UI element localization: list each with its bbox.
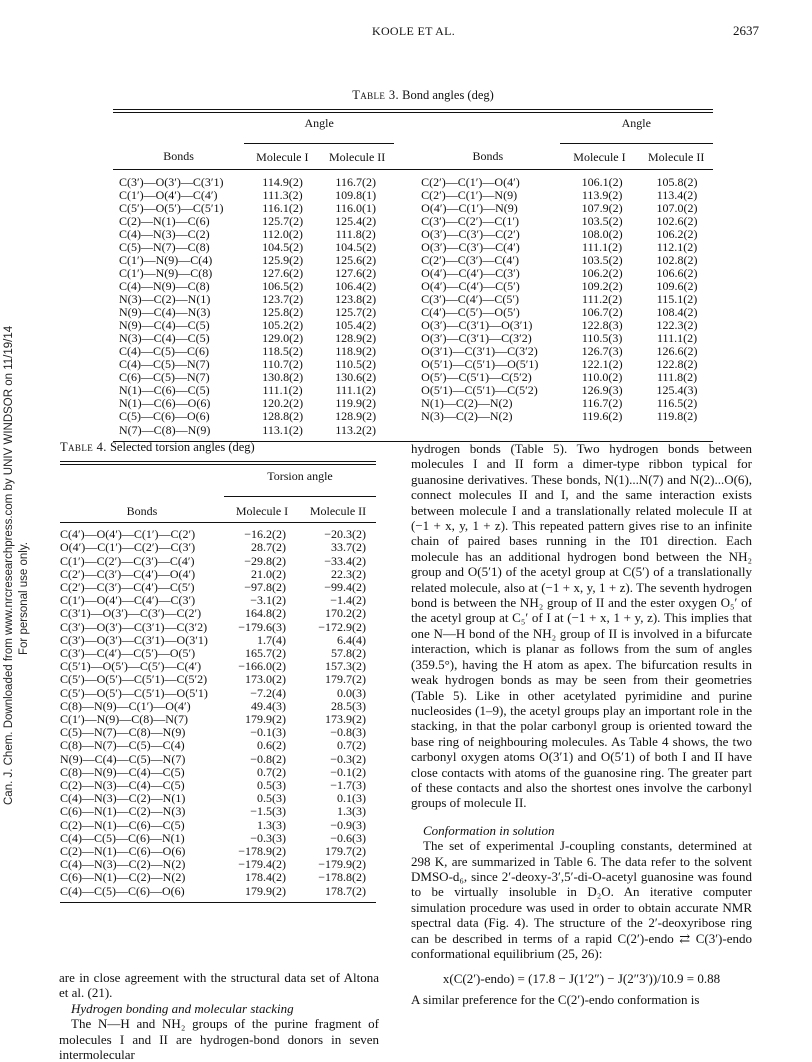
table-cell: C(3′1)—O(3′)—C(3′)—C(2′) bbox=[60, 606, 202, 621]
table-cell: 107.0(2) bbox=[656, 200, 698, 215]
table-cell: C(4)—C(5)—C(6)—O(6) bbox=[60, 883, 185, 898]
table-cell: 125.6(2) bbox=[335, 252, 377, 267]
table-cell: 102.6(2) bbox=[656, 213, 698, 228]
table-cell: −3.1(2) bbox=[250, 593, 286, 608]
table-cell: C(4)—N(3)—C(2) bbox=[119, 226, 210, 241]
table-cell: C(4)—C(5)—C(6)—N(1) bbox=[60, 830, 185, 845]
table-cell: 111.2(2) bbox=[582, 292, 623, 307]
table-cell: 116.1(2) bbox=[262, 200, 303, 215]
table-cell: N(9)—C(4)—N(3) bbox=[119, 305, 211, 320]
table-cell bbox=[641, 424, 713, 437]
table-cell: 115.1(2) bbox=[656, 292, 698, 307]
table-cell: O(5′1)—C(5′1)—O(5′1) bbox=[421, 357, 539, 372]
table-cell: 0.5(3) bbox=[257, 777, 286, 792]
table-cell: 106.1(2) bbox=[581, 174, 623, 189]
table-row bbox=[113, 254, 713, 267]
table-3 bbox=[113, 88, 713, 442]
table-cell: −97.8(2) bbox=[244, 579, 286, 594]
table-cell: −0.1(3) bbox=[250, 725, 286, 740]
table-cell: C(4)—N(3)—C(2)—N(2) bbox=[60, 857, 186, 872]
table-cell: 49.4(3) bbox=[251, 698, 286, 713]
table-cell: 106.4(2) bbox=[335, 279, 377, 294]
table-cell: 109.8(1) bbox=[335, 187, 377, 202]
table-cell: 0.1(3) bbox=[337, 791, 366, 806]
table-cell: C(4)—C(5)—C(6) bbox=[119, 344, 209, 359]
table-cell: 179.7(2) bbox=[325, 672, 366, 687]
table-cell: C(4′)—O(4′)—C(1′)—C(2′) bbox=[60, 527, 196, 542]
table-cell: 127.6(2) bbox=[262, 265, 304, 280]
table-cell: N(3)—C(4)—C(5) bbox=[119, 331, 210, 346]
table-cell: 112.0(2) bbox=[262, 226, 303, 241]
table-cell: 108.4(2) bbox=[656, 305, 698, 320]
table-4-header bbox=[60, 470, 376, 518]
table-row bbox=[60, 885, 376, 898]
table-row bbox=[60, 673, 376, 686]
section-title-hydrogen-bonding: Hydrogen bonding and molecular stacking bbox=[71, 1000, 294, 1016]
table-cell: C(2)—N(1)—C(6)—C(5) bbox=[60, 817, 185, 832]
table-cell: 119.6(2) bbox=[581, 409, 623, 424]
table-cell: 33.7(2) bbox=[331, 540, 366, 555]
table-cell: 126.9(3) bbox=[581, 383, 623, 398]
table-cell: −1.4(2) bbox=[330, 593, 366, 608]
table-cell: C(6)—C(5)—N(7) bbox=[119, 370, 210, 385]
table-cell: 0.0(3) bbox=[337, 685, 366, 700]
table-cell: C(5)—C(6)—O(6) bbox=[119, 409, 210, 424]
table-cell: C(3′)—O(3′)—C(3′1)—O(3′1) bbox=[60, 632, 208, 647]
table-cell: 111.1(2) bbox=[656, 331, 698, 346]
table-cell: −1.5(3) bbox=[250, 804, 286, 819]
table-cell: 103.5(2) bbox=[581, 213, 623, 228]
table-cell: −0.9(3) bbox=[330, 817, 366, 832]
table-cell: N(1)—C(6)—C(5) bbox=[119, 383, 210, 398]
table-cell: 21.0(2) bbox=[251, 566, 286, 581]
table-cell: C(1′)—O(4′)—C(4′) bbox=[119, 187, 218, 202]
table-cell: C(4)—N(3)—C(2)—N(1) bbox=[60, 791, 186, 806]
table-cell: −0.8(3) bbox=[330, 725, 366, 740]
table-cell: C(2′)—C(3′)—C(4′)—O(4′) bbox=[60, 566, 196, 581]
table-row bbox=[60, 766, 376, 779]
table-cell: O(5′1)—C(5′1)—C(5′2) bbox=[421, 383, 538, 398]
table-cell: C(5′1)—O(5′)—C(5′)—C(4′) bbox=[60, 659, 202, 674]
table-cell: C(3′)—C(2′)—C(1′) bbox=[421, 213, 520, 228]
table-row bbox=[113, 424, 713, 437]
table-cell: 116.5(2) bbox=[656, 396, 698, 411]
table-cell: 122.1(2) bbox=[581, 357, 623, 372]
table-cell: C(4)—C(5)—N(7) bbox=[119, 357, 210, 372]
table-cell: 57.8(2) bbox=[331, 645, 366, 660]
table-cell: C(2)—N(3)—C(4)—C(5) bbox=[60, 777, 185, 792]
table-cell: 119.9(2) bbox=[335, 396, 376, 411]
table-cell: −0.3(3) bbox=[250, 830, 286, 845]
table-cell: 126.6(2) bbox=[656, 344, 698, 359]
table-cell: −33.4(2) bbox=[324, 553, 366, 568]
table-cell: C(4′)—C(5′)—O(5′) bbox=[421, 305, 520, 320]
table-cell: 128.8(2) bbox=[262, 409, 304, 424]
table-cell: 165.7(2) bbox=[245, 645, 286, 660]
table-cell: 111.1(2) bbox=[582, 239, 623, 254]
table-cell: 179.9(2) bbox=[245, 883, 286, 898]
table-4-caption-text: Selected torsion angles (deg) bbox=[106, 440, 255, 454]
table-cell: 106.2(2) bbox=[581, 265, 623, 280]
table-cell: 1.3(3) bbox=[257, 817, 286, 832]
left-paragraph-1: are in close agreement with the structural data set of Altona et al. (21). bbox=[59, 970, 379, 1001]
table-cell: 122.8(2) bbox=[656, 357, 698, 372]
table-cell: 125.7(2) bbox=[335, 305, 377, 320]
table-cell: 122.3(2) bbox=[656, 318, 698, 333]
table-cell: 104.5(2) bbox=[262, 239, 304, 254]
table-cell: C(1′)—N(9)—C(8)—N(7) bbox=[60, 711, 188, 726]
table-cell: C(5′)—O(5′)—C(5′1) bbox=[119, 200, 224, 215]
right-paragraph-2: The set of experimental J-coupling constants, determined at 298 K, are summarized in Table 6. The data refer to the solvent DMSO-d₆, since 2′-deoxy-3′,5′-di-O-acetyl guanosine was found to be virtually insoluble in D₂O. An iterative computer simulation procedure was used in order to obtain accurate NMR spectral data (Fig. 4). The structure of the 2′-deoxyribose ring can be described in terms of a rapid C(2′)-endo ⇄ C(3′)-endo conformational equilibrium (25, 26): bbox=[411, 838, 752, 961]
table-row bbox=[60, 568, 376, 581]
table-cell: −99.4(2) bbox=[324, 579, 366, 594]
table-cell: 123.8(2) bbox=[335, 292, 377, 307]
table-cell: C(2′)—C(3′)—C(4′)—C(5′) bbox=[60, 579, 195, 594]
table-cell: −166.0(2) bbox=[238, 659, 286, 674]
table-cell: C(3′)—O(3′)—C(3′1) bbox=[119, 174, 224, 189]
table-cell: 106.6(2) bbox=[656, 265, 698, 280]
table-cell: 111.3(2) bbox=[262, 187, 303, 202]
table-row bbox=[60, 871, 376, 884]
table-cell: O(3′)—C(3′1)—O(3′1) bbox=[421, 318, 533, 333]
table-cell: C(6)—N(1)—C(2)—N(2) bbox=[60, 870, 186, 885]
table-cell: O(4′)—C(4′)—C(5′) bbox=[421, 279, 520, 294]
table-cell: N(3)—C(2)—N(1) bbox=[119, 292, 211, 307]
table-row bbox=[60, 819, 376, 832]
table-cell: 103.5(2) bbox=[581, 252, 623, 267]
table-cell: C(3′)—C(4′)—C(5′) bbox=[421, 292, 520, 307]
table-cell: 125.8(2) bbox=[262, 305, 304, 320]
table-4 bbox=[60, 440, 376, 903]
table-cell: 28.5(3) bbox=[331, 698, 366, 713]
table-cell: O(4′)—C(1′)—N(9) bbox=[421, 200, 518, 215]
table-cell: N(9)—C(4)—C(5) bbox=[119, 318, 210, 333]
table-cell: N(1)—C(6)—O(6) bbox=[119, 396, 211, 411]
table-cell: 113.1(2) bbox=[262, 422, 303, 437]
table-cell: 173.0(2) bbox=[245, 672, 286, 687]
table-cell: 178.7(2) bbox=[325, 883, 366, 898]
table-row bbox=[60, 634, 376, 647]
table-row bbox=[60, 621, 376, 634]
table-cell: 114.9(2) bbox=[262, 174, 303, 189]
table-cell: 116.0(1) bbox=[335, 200, 376, 215]
table-cell: C(8)—N(7)—C(5)—C(4) bbox=[60, 738, 185, 753]
table-cell: C(2)—N(1)—C(6) bbox=[119, 213, 210, 228]
table-cell: 178.4(2) bbox=[245, 870, 286, 885]
table-cell: 113.9(2) bbox=[581, 187, 623, 202]
table-cell: 118.5(2) bbox=[262, 344, 303, 359]
table-cell: 179.7(2) bbox=[325, 843, 366, 858]
table-row bbox=[60, 541, 376, 554]
table-cell: −0.3(2) bbox=[330, 751, 366, 766]
download-notice bbox=[2, 205, 36, 805]
table-cell: −178.9(2) bbox=[238, 843, 286, 858]
table-row bbox=[60, 687, 376, 700]
table-4-caption-label: Table 4. bbox=[60, 440, 107, 454]
table-cell: 157.3(2) bbox=[325, 659, 366, 674]
running-title: KOOLE ET AL. bbox=[372, 24, 456, 38]
table-cell: 173.9(2) bbox=[325, 711, 366, 726]
table-row bbox=[113, 176, 713, 189]
table-cell: C(5′)—O(5′)—C(5′1)—O(5′1) bbox=[60, 685, 208, 700]
table-3-caption-text: Bond angles (deg) bbox=[399, 88, 494, 102]
table-cell: C(1′)—N(9)—C(8) bbox=[119, 265, 213, 280]
table-cell: 128.9(2) bbox=[335, 409, 377, 424]
table-cell: C(8)—N(9)—C(4)—C(5) bbox=[60, 764, 185, 779]
table-3-col-mol1-left: Molecule I bbox=[256, 149, 309, 164]
table-cell: C(5)—N(7)—C(8)—N(9) bbox=[60, 725, 186, 740]
table-cell: 170.2(2) bbox=[325, 606, 366, 621]
table-row bbox=[113, 241, 713, 254]
table-cell: −1.7(3) bbox=[330, 777, 366, 792]
table-cell: −0.8(2) bbox=[250, 751, 286, 766]
table-cell: 6.4(4) bbox=[337, 632, 366, 647]
table-3-body bbox=[113, 176, 713, 437]
right-paragraph-3: A similar preference for the C(2′)-endo conformation is bbox=[411, 991, 700, 1007]
table-cell: −0.6(3) bbox=[330, 830, 366, 845]
table-cell: 108.0(2) bbox=[581, 226, 623, 241]
table-cell: 104.5(2) bbox=[335, 239, 377, 254]
table-cell: C(8)—N(9)—C(1′)—O(4′) bbox=[60, 698, 191, 713]
table-4-torsion-header: Torsion angle bbox=[267, 469, 333, 483]
table-cell: 106.5(2) bbox=[262, 279, 304, 294]
table-cell: O(3′)—C(3′1)—C(3′2) bbox=[421, 331, 532, 346]
table-4-col-bonds: Bonds bbox=[126, 503, 158, 518]
table-cell: C(5)—N(7)—C(8) bbox=[119, 239, 210, 254]
table-cell: C(2′)—C(1′)—O(4′) bbox=[421, 174, 520, 189]
table-cell: C(3′)—O(3′)—C(3′1)—C(3′2) bbox=[60, 619, 208, 634]
table-row bbox=[113, 189, 713, 202]
table-cell: C(6)—N(1)—C(2)—N(3) bbox=[60, 804, 186, 819]
table-4-col-mol2: Molecule II bbox=[309, 503, 367, 518]
table-cell: 1.7(4) bbox=[257, 632, 286, 647]
table-3-angle-header-right: Angle bbox=[621, 116, 651, 130]
table-3-col-mol2-right: Molecule II bbox=[648, 149, 705, 164]
table-cell: 111.8(2) bbox=[656, 370, 698, 385]
table-cell: C(1′)—C(2′)—C(3′)—C(4′) bbox=[60, 553, 195, 568]
table-3-col-mol2-left: Molecule II bbox=[328, 149, 386, 164]
table-cell: N(9)—C(4)—C(5)—N(7) bbox=[60, 751, 186, 766]
table-cell: 130.8(2) bbox=[262, 370, 304, 385]
table-cell: O(4′)—C(4′)—C(3′) bbox=[421, 265, 520, 280]
table-cell: C(4)—N(9)—C(8) bbox=[119, 279, 210, 294]
table-cell: 119.8(2) bbox=[656, 409, 698, 424]
table-cell: −179.4(2) bbox=[238, 857, 286, 872]
table-cell: 126.7(3) bbox=[581, 344, 623, 359]
table-cell: C(2′)—C(1′)—N(9) bbox=[421, 187, 518, 202]
table-cell: 116.7(2) bbox=[581, 396, 623, 411]
table-cell: −179.9(2) bbox=[318, 857, 366, 872]
download-notice-line1: Can. J. Chem. Downloaded from www.nrcresearchpress.com by UNIV WINDSOR on 11/19/14 bbox=[3, 325, 15, 805]
table-cell: 110.7(2) bbox=[262, 357, 303, 372]
table-cell: −29.8(2) bbox=[244, 553, 286, 568]
table-3-col-mol1-right: Molecule I bbox=[573, 149, 626, 164]
table-cell: 28.7(2) bbox=[251, 540, 286, 555]
table-cell: 109.6(2) bbox=[656, 279, 698, 294]
table-cell: 0.7(2) bbox=[257, 764, 286, 779]
table-cell: 102.8(2) bbox=[656, 252, 698, 267]
table-cell: 125.9(2) bbox=[262, 252, 304, 267]
table-3-caption-label: Table 3. bbox=[352, 88, 400, 102]
right-paragraph-1: hydrogen bonds (Table 5). Two hydrogen bonds between molecules I and II form a dimer-type ribbon typical for guanosine derivatives. These bonds, N(1)...N(7) and N(2)...O(6), connect molecules II and I, and the same interaction exists between molecule I and a translationally related molecule II at (−1 + x, y, 1 + z). This repeated pattern gives rise to an infinite chain of paired bases running in the 1̄01 direction. Each molecule has an additional hydrogen bond between the NH₂ group and O(5′1) of the acetyl group at C(5′) of a translationally related molecule, also at (−1 + x, y, 1 + z). The seventh hydrogen bond is between the NH₂ group of II and the ester oxygen O₅′ of the acetyl group at C₅′ of I at (−1 + x, 1 + y, z). This implies that one N—H bond of the NH₂ group of II is involved in a bifurcate interaction, which is planar as follows from the sum of angles (359.5°), having the H atom as apex. The bifurcation results in weak hydrogen bonds as may be seen from their geometries (Table 5). Like in other acetylated pyrimidine and purine nucleosides (1–9), the acetyl groups play an important role in the stacking, in that the polar carbonyl group is oriented toward the base ring of neighbouring molecules. As Table 4 shows, the two carbonyl oxygen atoms O(3′1) and O(5′1) of both I and II have close contacts with atoms of the guanosine ring. The greater part of these contacts and also the shortest ones involve the carbonyl groups of molecule II. bbox=[411, 441, 752, 811]
table-cell: N(7)—C(8)—N(9) bbox=[119, 422, 211, 437]
table-cell: 125.4(2) bbox=[335, 213, 377, 228]
table-cell: 129.0(2) bbox=[262, 331, 304, 346]
table-cell: 106.2(2) bbox=[656, 226, 698, 241]
table-cell: C(2)—N(1)—C(6)—O(6) bbox=[60, 843, 186, 858]
table-cell: O(3′)—C(3′)—C(4′) bbox=[421, 239, 520, 254]
table-cell: N(1)—C(2)—N(2) bbox=[421, 396, 513, 411]
table-cell: 127.6(2) bbox=[335, 265, 377, 280]
table-cell: C(3′)—C(4′)—C(5′)—O(5′) bbox=[60, 645, 196, 660]
table-cell: 105.4(2) bbox=[335, 318, 377, 333]
table-cell bbox=[563, 424, 641, 437]
table-cell: 112.1(2) bbox=[656, 239, 698, 254]
table-cell: 164.8(2) bbox=[245, 606, 286, 621]
table-cell: 125.7(2) bbox=[262, 213, 304, 228]
table-row bbox=[113, 215, 713, 228]
table-4-body bbox=[60, 528, 376, 898]
table-row bbox=[60, 832, 376, 845]
table-cell: −7.2(4) bbox=[250, 685, 286, 700]
table-cell: −16.2(2) bbox=[244, 527, 286, 542]
table-3-col-bonds-left: Bonds bbox=[163, 149, 194, 164]
table-cell: 110.0(2) bbox=[581, 370, 623, 385]
table-cell: 110.5(3) bbox=[581, 331, 623, 346]
table-cell: 118.9(2) bbox=[335, 344, 376, 359]
table-cell: 105.8(2) bbox=[656, 174, 698, 189]
table-3-caption bbox=[133, 88, 713, 103]
right-column-text bbox=[411, 441, 752, 1007]
table-cell: 113.2(2) bbox=[335, 422, 376, 437]
left-column-text bbox=[59, 970, 379, 1062]
equation-c2-endo: x(C(2′)-endo) = (17.8 − J(1′2″) − J(2″3′))/10.9 = 0.88 bbox=[442, 971, 721, 987]
table-cell: 0.5(3) bbox=[257, 791, 286, 806]
table-cell: 1.3(3) bbox=[337, 804, 366, 819]
table-row bbox=[60, 607, 376, 620]
table-cell: −179.6(3) bbox=[238, 619, 286, 634]
table-row bbox=[60, 555, 376, 568]
table-cell: C(2′)—C(3′)—C(4′) bbox=[421, 252, 520, 267]
table-row bbox=[60, 739, 376, 752]
table-cell: −178.8(2) bbox=[318, 870, 366, 885]
table-cell: 105.2(2) bbox=[262, 318, 304, 333]
table-cell: O(3′)—C(3′)—C(2′) bbox=[421, 226, 520, 241]
table-row bbox=[113, 228, 713, 241]
table-row bbox=[113, 410, 713, 423]
table-cell: N(3)—C(2)—N(2) bbox=[421, 409, 513, 424]
table-cell: 107.9(2) bbox=[581, 200, 623, 215]
left-paragraph-2: The N—H and NH₂ groups of the purine fragment of molecules I and II are hydrogen-bond donors in seven intermolecular bbox=[59, 1016, 379, 1062]
table-cell: 0.6(2) bbox=[257, 738, 286, 753]
table-row bbox=[60, 700, 376, 713]
table-cell: C(5′)—O(5′)—C(5′1)—C(5′2) bbox=[60, 672, 208, 687]
table-cell: 125.4(3) bbox=[656, 383, 698, 398]
table-3-header bbox=[113, 117, 713, 164]
download-notice-line2: For personal use only. bbox=[18, 542, 30, 655]
table-cell: 111.1(2) bbox=[335, 383, 376, 398]
table-3-angle-header-left: Angle bbox=[304, 116, 334, 130]
table-cell bbox=[413, 424, 563, 437]
table-cell: 109.2(2) bbox=[581, 279, 623, 294]
table-cell: 111.8(2) bbox=[335, 226, 376, 241]
table-cell: O(5′)—C(5′1)—C(5′2) bbox=[421, 370, 532, 385]
table-row bbox=[60, 805, 376, 818]
table-row bbox=[113, 202, 713, 215]
table-cell: 122.8(3) bbox=[581, 318, 623, 333]
page-number: 2637 bbox=[733, 23, 759, 38]
section-title-conformation: Conformation in solution bbox=[423, 822, 555, 838]
table-cell: O(4′)—C(1′)—C(2′)—C(3′) bbox=[60, 540, 196, 555]
table-3-col-bonds-right: Bonds bbox=[472, 149, 504, 164]
table-cell: 179.9(2) bbox=[245, 711, 286, 726]
table-cell: 116.7(2) bbox=[335, 174, 376, 189]
table-cell: C(1′)—N(9)—C(4) bbox=[119, 252, 213, 267]
table-cell: −20.3(2) bbox=[324, 527, 366, 542]
table-row bbox=[60, 753, 376, 766]
table-cell: −0.1(2) bbox=[330, 764, 366, 779]
table-cell: 22.3(2) bbox=[331, 566, 366, 581]
table-cell: 110.5(2) bbox=[335, 357, 376, 372]
table-cell: 128.9(2) bbox=[335, 331, 377, 346]
table-cell: 120.2(2) bbox=[262, 396, 304, 411]
table-4-caption bbox=[60, 440, 376, 455]
table-cell: 0.7(2) bbox=[337, 738, 366, 753]
table-cell: 130.6(2) bbox=[335, 370, 377, 385]
table-cell: 123.7(2) bbox=[262, 292, 304, 307]
table-cell: 111.1(2) bbox=[262, 383, 303, 398]
table-cell: 106.7(2) bbox=[581, 305, 623, 320]
table-cell: C(1′)—O(4′)—C(4′)—C(3′) bbox=[60, 593, 196, 608]
table-cell: 113.4(2) bbox=[656, 187, 698, 202]
table-cell: O(3′1)—C(3′1)—C(3′2) bbox=[421, 344, 538, 359]
table-4-col-mol1: Molecule I bbox=[235, 503, 289, 518]
table-cell: −172.9(2) bbox=[318, 619, 366, 634]
